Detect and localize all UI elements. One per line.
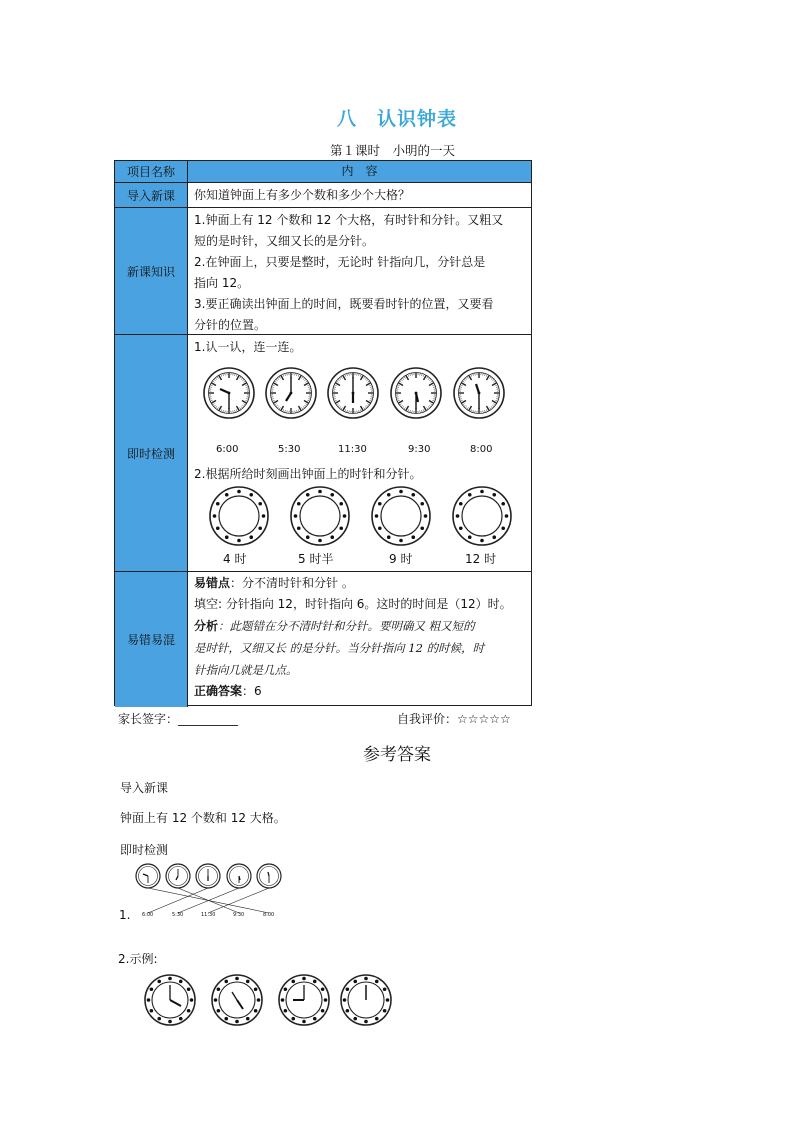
knowledge-line: 2.在钟面上，只要是整时，无论时 针指向几，分针总是 bbox=[194, 255, 486, 269]
clock-icon bbox=[454, 368, 504, 418]
answer-text: ：6 bbox=[242, 684, 262, 698]
answer-time-label: 5:30 bbox=[172, 912, 184, 918]
fill-question: 填空: 分针指向 12，时针指向 6。这时的时间是（12）时。 bbox=[194, 597, 512, 611]
clock-icon bbox=[328, 368, 378, 418]
analysis-line: 是时针，又细又长 的是分针。当分针指向 12 的时候，时 bbox=[194, 641, 485, 655]
knowledge-line: 指向 12。 bbox=[194, 276, 250, 290]
q2-clock-row bbox=[205, 485, 523, 547]
answers-q2-heading: 2.示例: bbox=[118, 952, 158, 966]
answer-example-clocks bbox=[140, 970, 398, 1030]
clock-icon bbox=[136, 864, 160, 888]
parent-signature: 家长签字：__________ bbox=[118, 712, 239, 726]
mistake-point bbox=[194, 573, 525, 594]
point-label: 易错点 bbox=[194, 576, 231, 590]
blank-clock-icon bbox=[210, 487, 268, 545]
check-q2: 2.根据所给时刻画出钟面上的时针和分针。 bbox=[194, 467, 422, 481]
answer-time-label: 8:00 bbox=[263, 912, 275, 918]
analysis-line bbox=[194, 615, 525, 637]
intro-row bbox=[115, 183, 531, 208]
answer-label: 正确答案 bbox=[194, 684, 243, 698]
header-content: 内 容 bbox=[341, 164, 378, 178]
self-evaluation: 自我评价：☆☆☆☆☆ bbox=[397, 712, 511, 726]
mistake-row bbox=[115, 572, 531, 707]
answers-intro-text: 钟面上有 12 个数和 12 大格。 bbox=[120, 811, 286, 825]
lesson-table bbox=[114, 160, 532, 706]
correct-answer bbox=[194, 681, 525, 702]
analysis-line: 针指向几就是几点。 bbox=[194, 663, 298, 677]
clock-icon bbox=[266, 368, 316, 418]
clock-icon bbox=[166, 864, 190, 888]
answers-intro-heading: 导入新课 bbox=[120, 781, 169, 795]
table-header-row bbox=[115, 161, 531, 183]
clock-icon bbox=[212, 975, 262, 1025]
q1-time-label: 8:00 bbox=[470, 444, 493, 455]
check-q1: 1.认一认，连一连。 bbox=[194, 340, 302, 354]
knowledge-label: 新课知识 bbox=[115, 208, 188, 334]
blank-clock-icon bbox=[372, 487, 430, 545]
check-row bbox=[115, 335, 531, 572]
mistake-content bbox=[194, 573, 525, 707]
q2-time-label: 9 时 bbox=[389, 552, 413, 566]
q1-time-label: 9:30 bbox=[408, 444, 431, 455]
knowledge-line: 分针的位置。 bbox=[194, 318, 267, 332]
clock-icon bbox=[196, 864, 220, 888]
answers-title: 参考答案 bbox=[363, 745, 431, 765]
answer-time-label: 6:00 bbox=[142, 912, 154, 918]
check-label: 即时检测 bbox=[115, 335, 188, 571]
page-title: 八 认识钟表 bbox=[336, 108, 457, 130]
answer-time-label: 9:30 bbox=[233, 912, 245, 918]
clock-icon bbox=[391, 368, 441, 418]
answers-check-heading: 即时检测 bbox=[120, 843, 169, 857]
blank-clock-icon bbox=[453, 487, 511, 545]
clock-icon bbox=[227, 864, 251, 888]
knowledge-content bbox=[194, 210, 525, 334]
q2-time-label: 4 时 bbox=[223, 552, 247, 566]
clock-icon bbox=[204, 368, 254, 418]
answers-q1-number: 1. bbox=[119, 908, 131, 922]
analysis-label: 分析 bbox=[194, 619, 219, 633]
intro-label: 导入新课 bbox=[115, 183, 188, 207]
q1-time-label: 11:30 bbox=[338, 444, 367, 455]
q1-clock-row bbox=[201, 363, 513, 423]
blank-clock-icon bbox=[291, 487, 349, 545]
match-line bbox=[208, 888, 269, 913]
knowledge-line: 短的是时针，又细又长的是分针。 bbox=[194, 234, 375, 248]
header-label: 项目名称 bbox=[115, 161, 188, 182]
answer-time-label: 11:30 bbox=[201, 912, 216, 918]
q1-time-label: 6:00 bbox=[216, 444, 239, 455]
clock-icon bbox=[341, 975, 391, 1025]
point-text: ：分不清时针和分针 。 bbox=[230, 576, 354, 590]
intro-text: 你知道钟面上有多少个数和多少个大格？ bbox=[194, 188, 411, 202]
answer-matching-diagram bbox=[134, 860, 284, 920]
knowledge-line: 1.钟面上有 12 个数和 12 个大格，有时针和分针。又粗又 bbox=[194, 213, 504, 227]
lesson-subtitle: 第１课时 小明的一天 bbox=[330, 143, 456, 158]
mistake-label: 易错易混 bbox=[115, 572, 188, 707]
clock-icon bbox=[257, 864, 281, 888]
q1-time-label: 5:30 bbox=[278, 444, 301, 455]
clock-icon bbox=[279, 975, 329, 1025]
q2-time-label: 5 时半 bbox=[298, 552, 334, 566]
match-line bbox=[148, 888, 208, 913]
knowledge-line: 3.要正确读出钟面上的时间，既要看时针的位置，又要看 bbox=[194, 297, 494, 311]
analysis-text: ：此题错在分不清时针和分针。要明确又 粗又短的 bbox=[218, 619, 475, 633]
clock-icon bbox=[145, 975, 195, 1025]
knowledge-row bbox=[115, 208, 531, 335]
q2-time-label: 12 时 bbox=[465, 552, 497, 566]
